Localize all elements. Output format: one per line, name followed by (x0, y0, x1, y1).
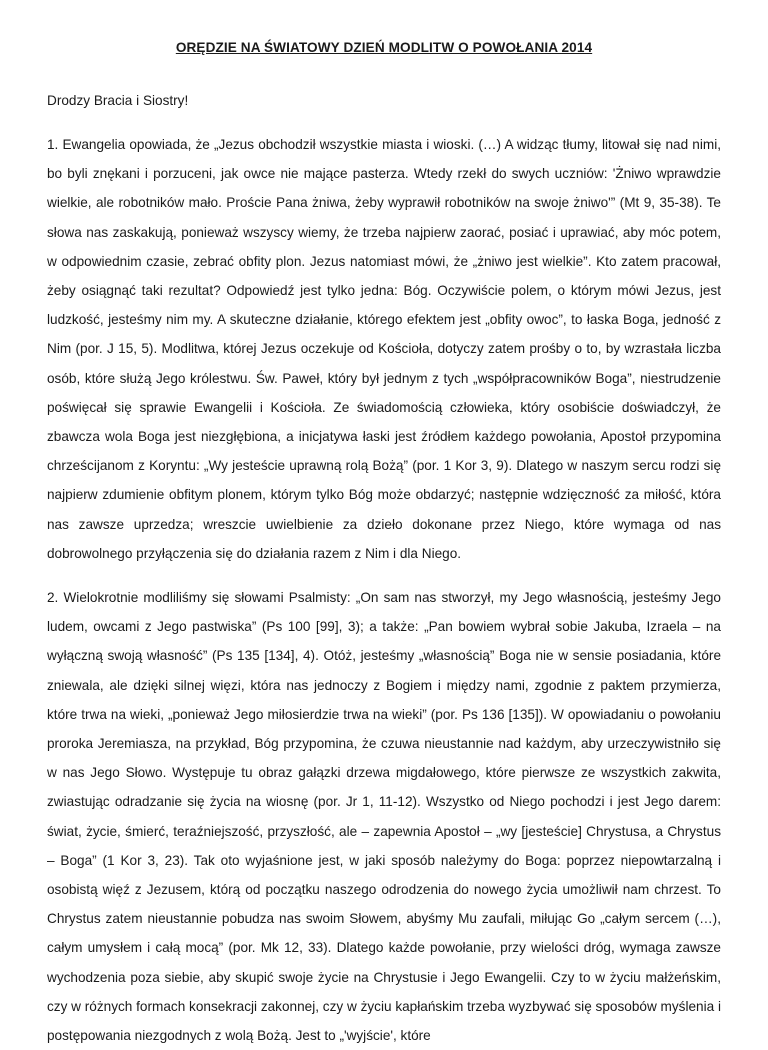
paragraph-1: 1. Ewangelia opowiada, że „Jezus obchodził wszystkie miasta i wioski. (…) A widząc tłumy, litował się nad nimi, bo byli znękani i porzuceni, jak owce nie mające pasterza. Wtedy rzekł do swych uczniów: 'Żniwo wprawdzie wielkie, ale robotników mało. Proście Pana żniwa, żeby wyprawił robotników na swoje żniwo'” (Mt 9, 35-38). Te słowa nas zaskakują, ponieważ wszyscy wiemy, że trzeba najpierw zaorać, posiać i uprawiać, aby móc potem, w odpowiednim czasie, zebrać obfity plon. Jezus natomiast mówi, że „żniwo jest wielkie”. Kto zatem pracował, żeby osiągnąć taki rezultat? Odpowiedź jest tylko jedna: Bóg. Oczywiście polem, o którym mówi Jezus, jest ludzkość, jesteśmy nim my. A skuteczne działanie, którego efektem jest „obfity owoc”, to łaska Boga, jedność z Nim (por. J 15, 5). Modlitwa, której Jezus oczekuje od Kościoła, dotyczy zatem prośby o to, by wzrastała liczba osób, które służą Jego królestwu. Św. Paweł, który był jednym z tych „współpracowników Boga”, niestrudzenie poświęcał się sprawie Ewangelii i Kościoła. Ze świadomością człowieka, który osobiście doświadczył, że zbawcza wola Boga jest niezgłębiona, a inicjatywa łaski jest źródłem każdego powołania, Apostoł przypomina chrześcijanom z Koryntu: „Wy jesteście uprawną rolą Bożą” (por. 1 Kor 3, 9). Dlatego w naszym sercu rodzi się najpierw zdumienie obfitym plonem, którym tylko Bóg może obdarzyć; następnie wdzięczność za miłość, która nas zawsze uprzedza; wreszcie uwielbienie za dzieło dokonane przez Niego, które wymaga od nas dobrowolnego przyłączenia się do działania razem z Nim i dla Niego. (47, 137, 721, 561)
page-title: ORĘDZIE NA ŚWIATOWY DZIEŃ MODLITW O POWOŁANIA 2014 (175, 40, 593, 55)
paragraph-2: 2. Wielokrotnie modliliśmy się słowami Psalmisty: „On sam nas stworzył, my Jego własnością, jesteśmy Jego ludem, owcami z Jego pastwiska” (Ps 100 [99], 3); a także: „Pan bowiem wybrał sobie Jakuba, Izraela – na wyłączną swoją własność” (Ps 135 [134], 4). Otóż, jesteśmy „własnością” Boga nie w sensie posiadania, które zniewala, ale dzięki silnej więzi, która nas jednoczy z Bogiem i między nami, zgodnie z paktem przymierza, które trwa na wieki, „ponieważ Jego miłosierdzie trwa na wieki” (por. Ps 136 [135]). W opowiadaniu o powołaniu proroka Jeremiasza, na przykład, Bóg przypomina, że czuwa nieustannie nad każdym, aby urzeczywistniło się w nas Jego Słowo. Występuje tu obraz gałązki drzewa migdałowego, które pierwsze ze wszystkich zakwita, zwiastując odradzanie się życia na wiosnę (por. Jr 1, 11-12). Wszystko od Niego pochodzi i jest Jego darem: świat, życie, śmierć, teraźniejszość, przyszłość, ale – zapewnia Apostoł – „wy [jesteście] Chrystusa, a Chrystus – Boga” (1 Kor 3, 23). Tak oto wyjaśnione jest, w jaki sposób należymy do Boga: poprzez niepowtarzalną i osobistą więź z Jezusem, którą od początku naszego odrodzenia do nowego życia umożliwił nam chrzest. To Chrystus zatem nieustannie pobudza nas swoim Słowem, abyśmy Mu zaufali, miłując Go „całym sercem (…), całym umysłem i całą mocą” (por. Mk 12, 33). Dlatego każde powołanie, przy wielości dróg, wymaga zawsze wychodzenia poza siebie, aby skupić swoje życie na Chrystusie i Jego Ewangelii. Czy to w życiu małżeńskim, czy w różnych formach konsekracji zakonnej, czy w życiu kapłańskim trzeba wyzbywać się sposobów myślenia i postępowania niezgodnych z wolą Bożą. Jest to „'wyjście', które (47, 590, 721, 1044)
greeting: Drodzy Bracia i Siostry! (47, 93, 189, 108)
